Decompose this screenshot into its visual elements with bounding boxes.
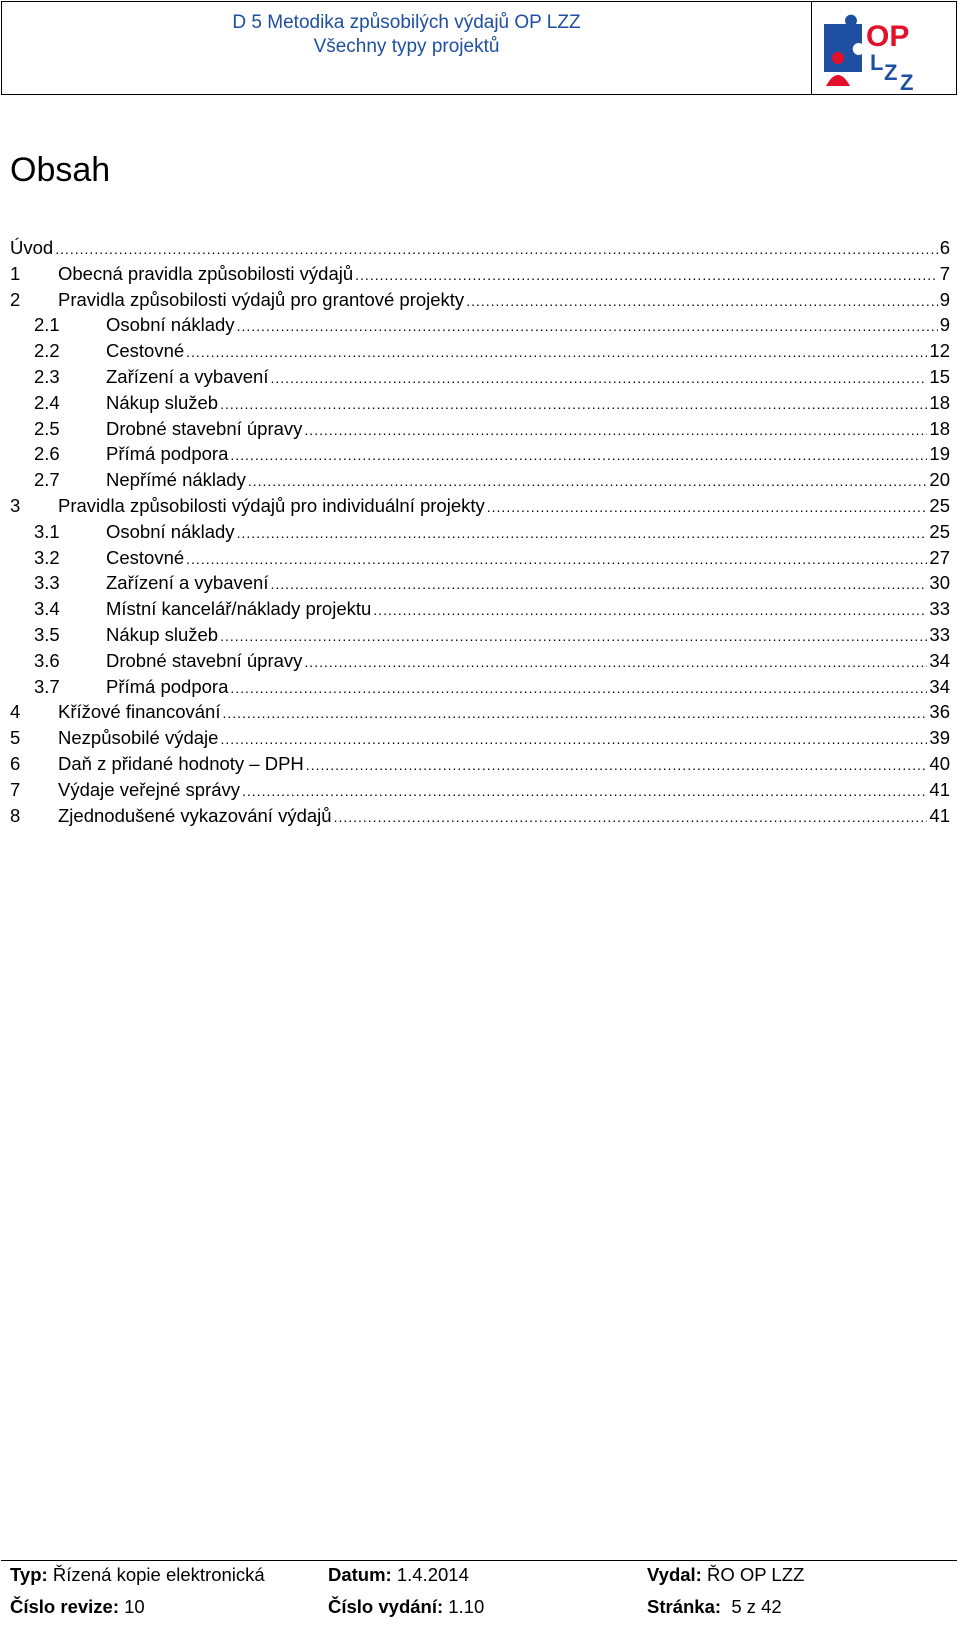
page-header [1, 1, 957, 95]
toc-entry-number: 1 [10, 262, 21, 284]
toc-entry-number: 2.6 [34, 443, 60, 465]
toc-entry-page: 41 [929, 778, 950, 800]
toc-entry-number: 2 [10, 288, 21, 310]
toc-entry[interactable] [10, 493, 950, 519]
toc-entry[interactable] [10, 674, 950, 700]
document-title [2, 2, 812, 94]
toc-entry[interactable] [10, 725, 950, 751]
toc-entry-title: Pravidla způsobilosti výdajů pro individuální projekty [58, 494, 485, 516]
toc-dot-leader [186, 547, 927, 571]
toc-entry-title: Drobné stavební úpravy [106, 417, 303, 439]
toc-entry-page: 40 [929, 752, 950, 774]
toc-entry-page: 12 [929, 340, 950, 362]
toc-entry-page: 7 [939, 262, 950, 284]
toc-entry-title: Nezpůsobilé výdaje [58, 727, 219, 749]
toc-entry-title: Cestovné [106, 340, 185, 362]
toc-entry[interactable] [10, 648, 950, 674]
toc-entry-number: 3.5 [34, 623, 60, 645]
toc-entry[interactable] [10, 235, 950, 261]
toc-dot-leader [230, 676, 927, 700]
toc-entry[interactable] [10, 596, 950, 622]
toc-entry-page: 33 [929, 623, 950, 645]
document-title-line2: Všechny typy projektů [313, 36, 500, 57]
toc-entry-title: Úvod [10, 237, 54, 258]
toc-entry-page: 34 [929, 649, 950, 671]
toc-entry-page: 25 [929, 494, 950, 516]
toc-entry-title: Přímá podpora [106, 675, 229, 697]
toc-entry-number: 2.4 [34, 391, 60, 413]
toc-entry[interactable] [10, 390, 950, 416]
toc-dot-leader [237, 314, 938, 338]
toc-entry-title: Nákup služeb [106, 391, 219, 413]
toc-dot-leader [230, 443, 927, 467]
toc-entry-title: Zjednodušené vykazování výdajů [58, 804, 332, 826]
toc-entry-title: Místní kancelář/náklady projektu [106, 598, 372, 620]
toc-entry-page: 36 [929, 701, 950, 723]
toc-heading: Obsah [10, 151, 111, 189]
toc-entry[interactable] [10, 751, 950, 777]
toc-dot-leader [270, 366, 927, 390]
toc-dot-leader [248, 469, 928, 493]
toc-dot-leader [222, 701, 927, 725]
toc-entry[interactable] [10, 416, 950, 442]
footer-revize: Číslo revize: 10 [10, 1596, 145, 1617]
toc-entry[interactable] [10, 364, 950, 390]
op-lzz-logo [814, 6, 956, 92]
svg-text:Z: Z [884, 60, 898, 85]
toc-dot-leader [242, 779, 927, 803]
toc-entry-page: 18 [929, 417, 950, 439]
toc-dot-leader [355, 263, 938, 287]
page-footer [1, 1560, 957, 1627]
toc-entry[interactable] [10, 777, 950, 803]
toc-entry-title: Zařízení a vybavení [106, 572, 269, 594]
toc-entry-title: Daň z přidané hodnoty – DPH [58, 752, 304, 774]
toc-entry-number: 5 [10, 727, 21, 749]
toc-dot-leader [220, 624, 927, 648]
toc-entry-title: Osobní náklady [106, 520, 235, 542]
toc-entry-title: Zařízení a vybavení [106, 365, 269, 387]
footer-typ: Typ: Řízená kopie elektronická [10, 1564, 265, 1585]
toc-entry-number: 3.4 [34, 598, 60, 620]
toc-entry-page: 34 [929, 675, 950, 697]
toc-dot-leader [487, 495, 928, 519]
toc-entry-page: 18 [929, 391, 950, 413]
toc-entry[interactable] [10, 312, 950, 338]
toc-entry-page: 20 [929, 469, 950, 491]
toc-entry-page: 39 [929, 727, 950, 749]
toc-entry[interactable] [10, 545, 950, 571]
toc-entry-number: 6 [10, 752, 21, 774]
toc-entry[interactable] [10, 622, 950, 648]
footer-vydani: Číslo vydání: 1.10 [328, 1596, 485, 1617]
toc-dot-leader [304, 418, 927, 442]
toc-entry-title: Výdaje veřejné správy [58, 778, 241, 800]
toc-entry[interactable] [10, 803, 950, 829]
toc-entry-number: 3.1 [34, 520, 60, 542]
toc-entry-title: Přímá podpora [106, 443, 229, 465]
toc-dot-leader [55, 237, 938, 261]
toc-entry-title: Drobné stavební úpravy [106, 649, 303, 671]
toc-entry-page: 9 [939, 314, 950, 336]
table-of-contents [10, 235, 950, 828]
toc-entry-title: Pravidla způsobilosti výdajů pro grantové projekty [58, 288, 465, 310]
footer-datum: Datum: 1.4.2014 [328, 1564, 469, 1585]
svg-text:Z: Z [900, 70, 914, 92]
toc-entry-number: 3.6 [34, 649, 60, 671]
toc-entry[interactable] [10, 261, 950, 287]
toc-entry-page: 27 [929, 546, 950, 568]
toc-entry-number: 2.3 [34, 365, 60, 387]
toc-entry-page: 15 [929, 365, 950, 387]
toc-entry[interactable] [10, 467, 950, 493]
footer-stranka: Stránka: 5 z 42 [647, 1596, 782, 1617]
toc-entry-number: 2.7 [34, 469, 60, 491]
toc-entry[interactable] [10, 699, 950, 725]
toc-entry-number: 2.2 [34, 340, 60, 362]
toc-dot-leader [186, 340, 927, 364]
toc-entry-number: 7 [10, 778, 21, 800]
svg-text:OP: OP [866, 20, 910, 53]
footer-row-2 [1, 1596, 957, 1629]
toc-entry-page: 33 [929, 598, 950, 620]
document-title-line1: D 5 Metodika způsobilých výdajů OP LZZ [232, 12, 581, 33]
toc-entry[interactable] [10, 287, 950, 313]
toc-entry-number: 3 [10, 494, 21, 516]
svg-text:L: L [870, 50, 884, 75]
toc-entry-number: 3.2 [34, 546, 60, 568]
toc-entry[interactable] [10, 441, 950, 467]
toc-entry-number: 2.1 [34, 314, 60, 336]
toc-entry-number: 8 [10, 804, 21, 826]
toc-dot-leader [373, 598, 927, 622]
toc-entry-number: 3.3 [34, 572, 60, 594]
toc-dot-leader [306, 753, 928, 777]
toc-entry-title: Obecná pravidla způsobilosti výdajů [58, 262, 354, 284]
toc-entry-page: 6 [939, 237, 950, 258]
toc-entry-number: 3.7 [34, 675, 60, 697]
toc-dot-leader [220, 392, 927, 416]
toc-entry-page: 25 [929, 520, 950, 542]
toc-dot-leader [334, 805, 928, 829]
toc-entry-number: 4 [10, 701, 21, 723]
toc-entry[interactable] [10, 338, 950, 364]
footer-vydal: Vydal: ŘO OP LZZ [647, 1564, 805, 1585]
toc-entry[interactable] [10, 570, 950, 596]
toc-entry-title: Nákup služeb [106, 623, 219, 645]
toc-dot-leader [270, 572, 927, 596]
toc-entry-title: Cestovné [106, 546, 185, 568]
toc-entry[interactable] [10, 519, 950, 545]
toc-entry-page: 19 [929, 443, 950, 465]
toc-entry-title: Osobní náklady [106, 314, 235, 336]
footer-row-1 [1, 1564, 957, 1597]
toc-entry-page: 30 [929, 572, 950, 594]
toc-entry-number: 2.5 [34, 417, 60, 439]
toc-entry-title: Nepřímé náklady [106, 469, 246, 491]
toc-dot-leader [220, 727, 927, 751]
toc-dot-leader [466, 289, 938, 313]
toc-entry-title: Křížové financování [58, 701, 221, 723]
toc-dot-leader [304, 650, 927, 674]
toc-entry-page: 9 [939, 288, 950, 310]
toc-dot-leader [237, 521, 928, 545]
toc-entry-page: 41 [929, 804, 950, 826]
